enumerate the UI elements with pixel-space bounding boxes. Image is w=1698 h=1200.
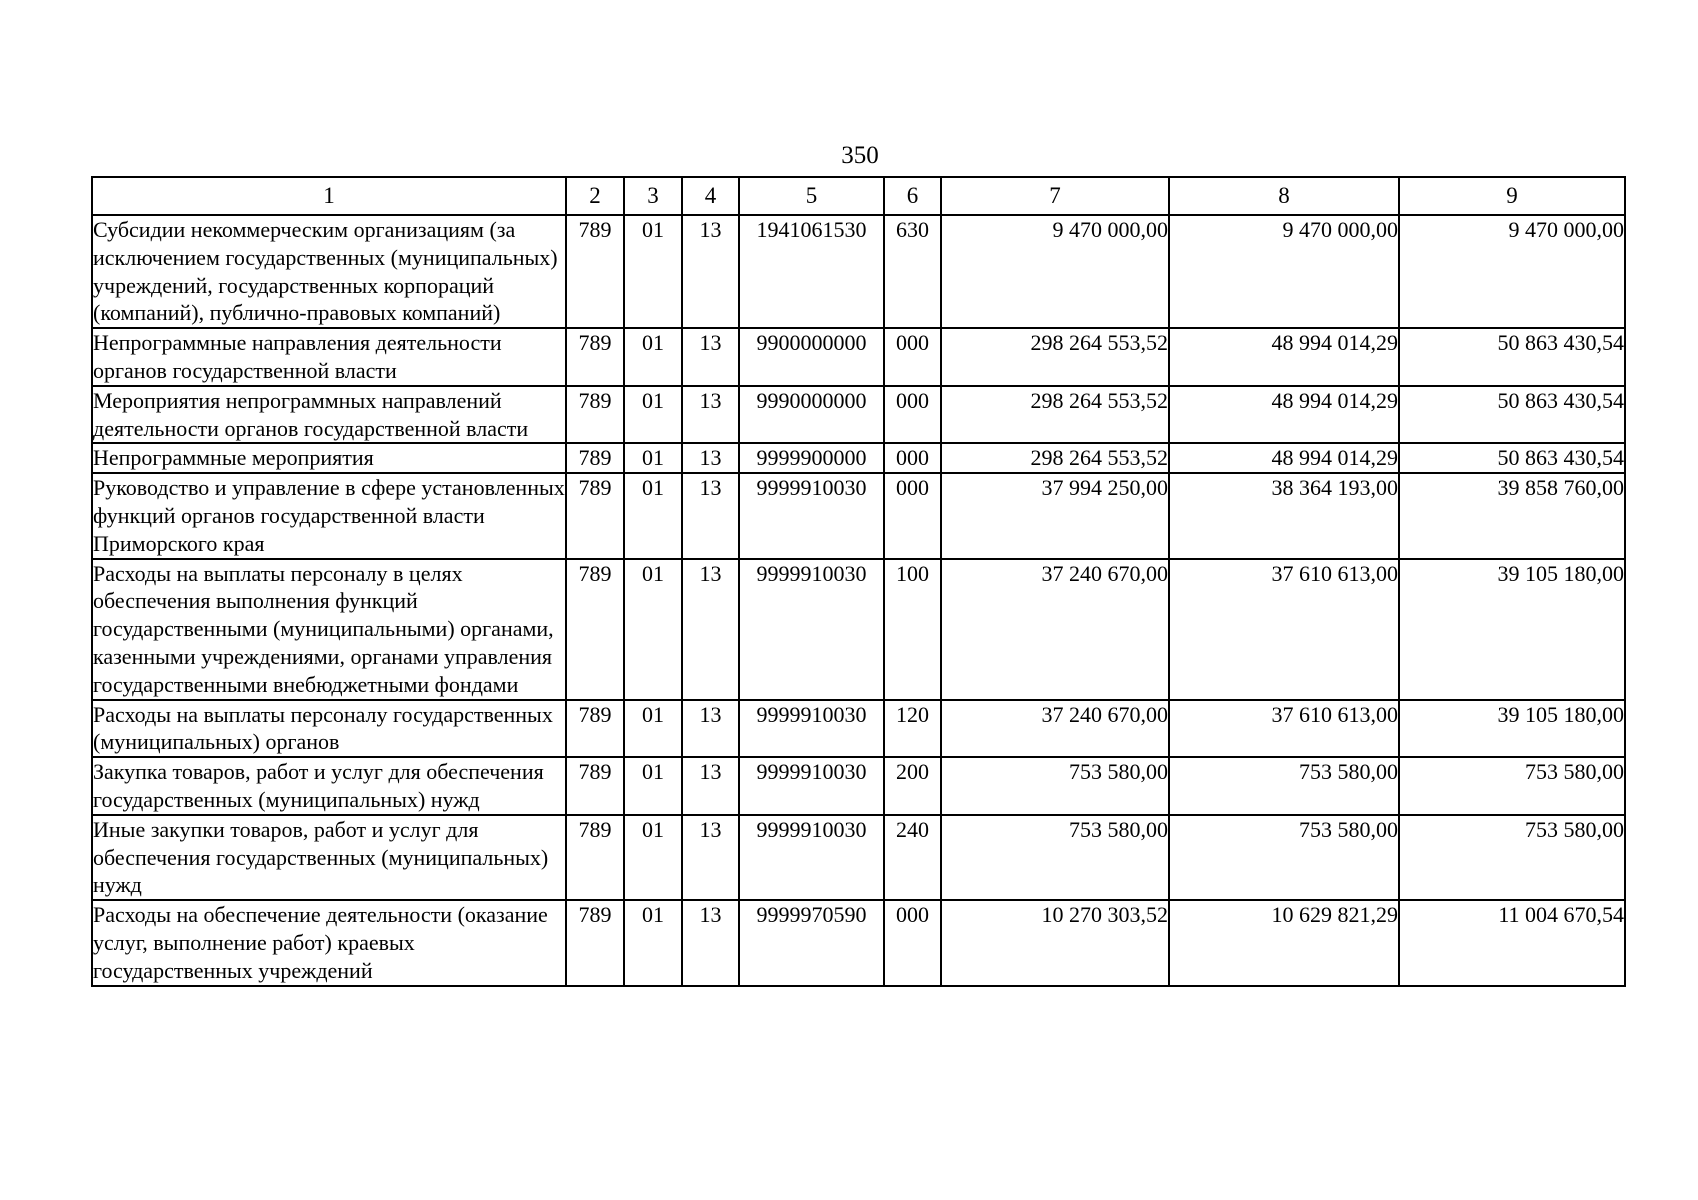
- section-code: 01: [624, 473, 682, 558]
- ministry-code: 789: [566, 757, 624, 815]
- subsection-code: 13: [682, 328, 739, 386]
- expense-type-code: 120: [884, 700, 941, 758]
- row-name: Мероприятия непрограммных направлений деятельности органов государственной власти: [92, 386, 566, 444]
- section-code: 01: [624, 757, 682, 815]
- section-code: 01: [624, 900, 682, 985]
- column-header: 3: [624, 177, 682, 215]
- row-name: Руководство и управление в сфере установленных функций органов государственной власти Приморского края: [92, 473, 566, 558]
- table-row: [92, 900, 1625, 985]
- amount-col-9: 753 580,00: [1399, 815, 1625, 900]
- column-header: 1: [92, 177, 566, 215]
- row-name: Расходы на выплаты персоналу государственных (муниципальных) органов: [92, 700, 566, 758]
- subsection-code: 13: [682, 473, 739, 558]
- row-name: Закупка товаров, работ и услуг для обеспечения государственных (муниципальных) нужд: [92, 757, 566, 815]
- target-article-code: 9999970590: [739, 900, 884, 985]
- target-article-code: 9999910030: [739, 700, 884, 758]
- column-header: 5: [739, 177, 884, 215]
- budget-table: [91, 176, 1626, 987]
- column-header: 8: [1169, 177, 1399, 215]
- column-header: 6: [884, 177, 941, 215]
- expense-type-code: 200: [884, 757, 941, 815]
- amount-col-8: 38 364 193,00: [1169, 473, 1399, 558]
- expense-type-code: 100: [884, 559, 941, 700]
- target-article-code: 9999900000: [739, 443, 884, 473]
- expense-type-code: 000: [884, 473, 941, 558]
- row-name: Иные закупки товаров, работ и услуг для обеспечения государственных (муниципальных) нужд: [92, 815, 566, 900]
- table-row: [92, 815, 1625, 900]
- amount-col-8: 48 994 014,29: [1169, 443, 1399, 473]
- table-row: [92, 757, 1625, 815]
- ministry-code: 789: [566, 559, 624, 700]
- amount-col-9: 39 858 760,00: [1399, 473, 1625, 558]
- expense-type-code: 000: [884, 443, 941, 473]
- target-article-code: 9999910030: [739, 559, 884, 700]
- column-header: 9: [1399, 177, 1625, 215]
- subsection-code: 13: [682, 215, 739, 328]
- amount-col-9: 39 105 180,00: [1399, 700, 1625, 758]
- expense-type-code: 240: [884, 815, 941, 900]
- ministry-code: 789: [566, 215, 624, 328]
- amount-col-9: 50 863 430,54: [1399, 386, 1625, 444]
- amount-col-7: 298 264 553,52: [941, 328, 1169, 386]
- amount-col-7: 9 470 000,00: [941, 215, 1169, 328]
- table-row: [92, 700, 1625, 758]
- column-header: 4: [682, 177, 739, 215]
- ministry-code: 789: [566, 900, 624, 985]
- amount-col-9: 50 863 430,54: [1399, 328, 1625, 386]
- expense-type-code: 000: [884, 386, 941, 444]
- amount-col-8: 753 580,00: [1169, 757, 1399, 815]
- amount-col-7: 37 994 250,00: [941, 473, 1169, 558]
- amount-col-9: 9 470 000,00: [1399, 215, 1625, 328]
- table-body: [92, 215, 1625, 986]
- target-article-code: 9999910030: [739, 815, 884, 900]
- table-row: [92, 386, 1625, 444]
- row-name: Непрограммные мероприятия: [92, 443, 566, 473]
- section-code: 01: [624, 815, 682, 900]
- amount-col-8: 9 470 000,00: [1169, 215, 1399, 328]
- amount-col-7: 37 240 670,00: [941, 559, 1169, 700]
- subsection-code: 13: [682, 815, 739, 900]
- amount-col-7: 10 270 303,52: [941, 900, 1169, 985]
- expense-type-code: 630: [884, 215, 941, 328]
- section-code: 01: [624, 386, 682, 444]
- target-article-code: 9999910030: [739, 473, 884, 558]
- ministry-code: 789: [566, 386, 624, 444]
- amount-col-9: 39 105 180,00: [1399, 559, 1625, 700]
- column-header: 7: [941, 177, 1169, 215]
- amount-col-8: 37 610 613,00: [1169, 700, 1399, 758]
- expense-type-code: 000: [884, 900, 941, 985]
- table-row: [92, 215, 1625, 328]
- section-code: 01: [624, 700, 682, 758]
- expense-type-code: 000: [884, 328, 941, 386]
- table-row: [92, 443, 1625, 473]
- amount-col-7: 298 264 553,52: [941, 386, 1169, 444]
- row-name: Расходы на выплаты персоналу в целях обеспечения выполнения функций государственными (муниципальными) органами, казенными учреждениями, органами управления государственными внебюджетными фондами: [92, 559, 566, 700]
- section-code: 01: [624, 559, 682, 700]
- page-number: 350: [841, 142, 879, 169]
- target-article-code: 9999910030: [739, 757, 884, 815]
- row-name: Непрограммные направления деятельности органов государственной власти: [92, 328, 566, 386]
- amount-col-8: 10 629 821,29: [1169, 900, 1399, 985]
- target-article-code: 9990000000: [739, 386, 884, 444]
- column-header: 2: [566, 177, 624, 215]
- section-code: 01: [624, 215, 682, 328]
- section-code: 01: [624, 328, 682, 386]
- amount-col-8: 48 994 014,29: [1169, 328, 1399, 386]
- row-name: Субсидии некоммерческим организациям (за исключением государственных (муниципальных) учреждений, государственных корпораций (компаний), публично-правовых компаний): [92, 215, 566, 328]
- amount-col-9: 753 580,00: [1399, 757, 1625, 815]
- ministry-code: 789: [566, 700, 624, 758]
- ministry-code: 789: [566, 443, 624, 473]
- subsection-code: 13: [682, 443, 739, 473]
- amount-col-8: 753 580,00: [1169, 815, 1399, 900]
- target-article-code: 1941061530: [739, 215, 884, 328]
- amount-col-7: 753 580,00: [941, 815, 1169, 900]
- table-row: [92, 473, 1625, 558]
- amount-col-7: 298 264 553,52: [941, 443, 1169, 473]
- ministry-code: 789: [566, 328, 624, 386]
- amount-col-9: 11 004 670,54: [1399, 900, 1625, 985]
- row-name: Расходы на обеспечение деятельности (оказание услуг, выполнение работ) краевых государственных учреждений: [92, 900, 566, 985]
- header-row: [92, 177, 1625, 215]
- amount-col-8: 48 994 014,29: [1169, 386, 1399, 444]
- subsection-code: 13: [682, 559, 739, 700]
- amount-col-9: 50 863 430,54: [1399, 443, 1625, 473]
- subsection-code: 13: [682, 900, 739, 985]
- ministry-code: 789: [566, 815, 624, 900]
- subsection-code: 13: [682, 757, 739, 815]
- target-article-code: 9900000000: [739, 328, 884, 386]
- amount-col-7: 753 580,00: [941, 757, 1169, 815]
- ministry-code: 789: [566, 473, 624, 558]
- subsection-code: 13: [682, 386, 739, 444]
- table-row: [92, 559, 1625, 700]
- table-row: [92, 328, 1625, 386]
- section-code: 01: [624, 443, 682, 473]
- amount-col-7: 37 240 670,00: [941, 700, 1169, 758]
- subsection-code: 13: [682, 700, 739, 758]
- amount-col-8: 37 610 613,00: [1169, 559, 1399, 700]
